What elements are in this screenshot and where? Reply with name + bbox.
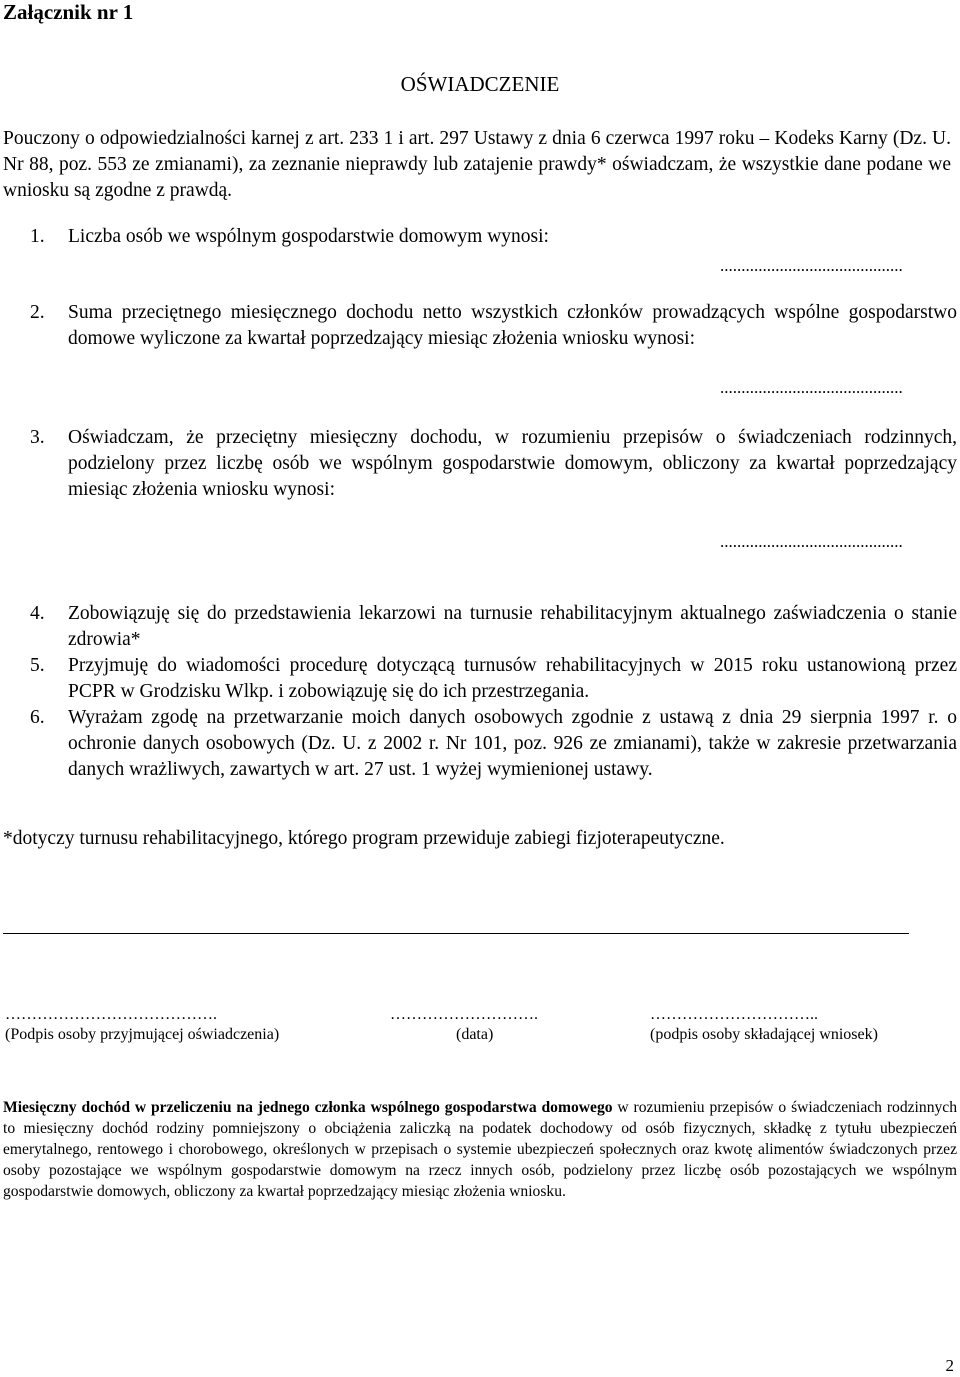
list-item: [30, 425, 957, 503]
item-text: Liczba osób we wspólnym gospodarstwie domowym wynosi:: [68, 226, 549, 247]
date-label: (data): [456, 1026, 494, 1043]
definition-text: w rozumieniu przepisów o świadczeniach rodzinnych to miesięczny dochód rodziny pomniejszony o obciążenia zaliczką na podatek dochodowy od osób fizycznych, składkę z tytułu ubezpieczeń emerytalnego, rentowego i chorobowego, określonych w przepisach o systemie ubezpieczeń społecznych oraz kwotę alimentów świadczonych przez osoby pozostające we wspólnym gospodarstwie domowym na rzecz innych osób, podzielony przez liczbę osób pozostających we wspólnym gospodarstwie domowych, obliczony za kwartał poprzedzający miesiąc złożenia wniosku.: [3, 1099, 958, 1200]
item-text: Przyjmuję do wiadomości procedurę dotyczącą turnusów rehabilitacyjnych w 2015 roku ustanowioną przez PCPR w Grodzisku Wlkp. i zobowiązuję się do ich przestrzegania.: [68, 655, 957, 702]
annex-label: Załącznik nr 1: [3, 0, 134, 24]
item-number: 5.: [30, 655, 45, 676]
divider-line: [3, 933, 909, 934]
signature-label-applicant: (podpis osoby składającej wniosek): [650, 1026, 878, 1043]
item-number: 6.: [30, 707, 45, 728]
signature-line-receiver: ………………………………….: [5, 1006, 217, 1023]
date-line: ……………………….: [390, 1006, 538, 1023]
item-text: Suma przeciętnego miesięcznego dochodu netto wszystkich członków prowadzących wspólne gospodarstwo domowe wyliczone za kwartał poprzedzający miesiąc złożenia wniosku wynosi:: [68, 302, 957, 349]
item-number: 2.: [30, 302, 45, 323]
footnote: *dotyczy turnusu rehabilitacyjnego, którego program przewiduje zabiegi fizjoterapeutyczne.: [3, 828, 725, 849]
item-number: 4.: [30, 603, 45, 624]
intro-paragraph: Pouczony o odpowiedzialności karnej z art. 233 1 i art. 297 Ustawy z dnia 6 czerwca 1997 roku – Kodeks Karny (Dz. U. Nr 88, poz. 553 ze zmianami), za zeznanie nieprawdy lub zatajenie prawdy* oświadczam, że wszystkie dane podane we wniosku są zgodne z prawdą.: [3, 128, 951, 201]
item-number: 3.: [30, 427, 45, 448]
signature-line-applicant: …………………………..: [650, 1006, 818, 1023]
item-blank: ...........................................: [720, 378, 903, 397]
signature-label-receiver: (Podpis osoby przyjmującej oświadczenia): [5, 1026, 280, 1043]
list-item: [30, 601, 957, 653]
item-blank: ...........................................: [720, 532, 903, 551]
list-item: [30, 653, 957, 705]
item-number: 1.: [30, 226, 45, 247]
income-definition: [3, 1097, 957, 1202]
list-item: [30, 705, 957, 783]
item-text: Wyrażam zgodę na przetwarzanie moich danych osobowych zgodnie z ustawą z dnia 29 sierpnia 1997 r. o ochronie danych osobowych (Dz. U. z 2002 r. Nr 101, poz. 926 ze zmianami), także w zakresie przetwarzania danych wrażliwych, zawartych w art. 27 ust. 1 wyżej wymienionej ustawy.: [68, 707, 957, 780]
item-text: Oświadczam, że przeciętny miesięczny dochodu, w rozumieniu przepisów o świadczeniach rodzinnych, podzielony przez liczbę osób we wspólnym gospodarstwie domowym, obliczony za kwartał poprzedzający miesiąc złożenia wniosku wynosi:: [68, 427, 957, 500]
list-item: [30, 224, 957, 250]
page-number: 2: [945, 1356, 954, 1375]
item-blank: ...........................................: [720, 256, 903, 275]
document-title: OŚWIADCZENIE: [400, 72, 560, 96]
item-text: Zobowiązuję się do przedstawienia lekarzowi na turnusie rehabilitacyjnym aktualnego zaświadczenia o stanie zdrowia*: [68, 603, 957, 650]
list-item: [30, 300, 957, 352]
definition-bold-term: Miesięczny dochód w przeliczeniu na jednego członka wspólnego gospodarstwa domowego: [3, 1099, 613, 1116]
